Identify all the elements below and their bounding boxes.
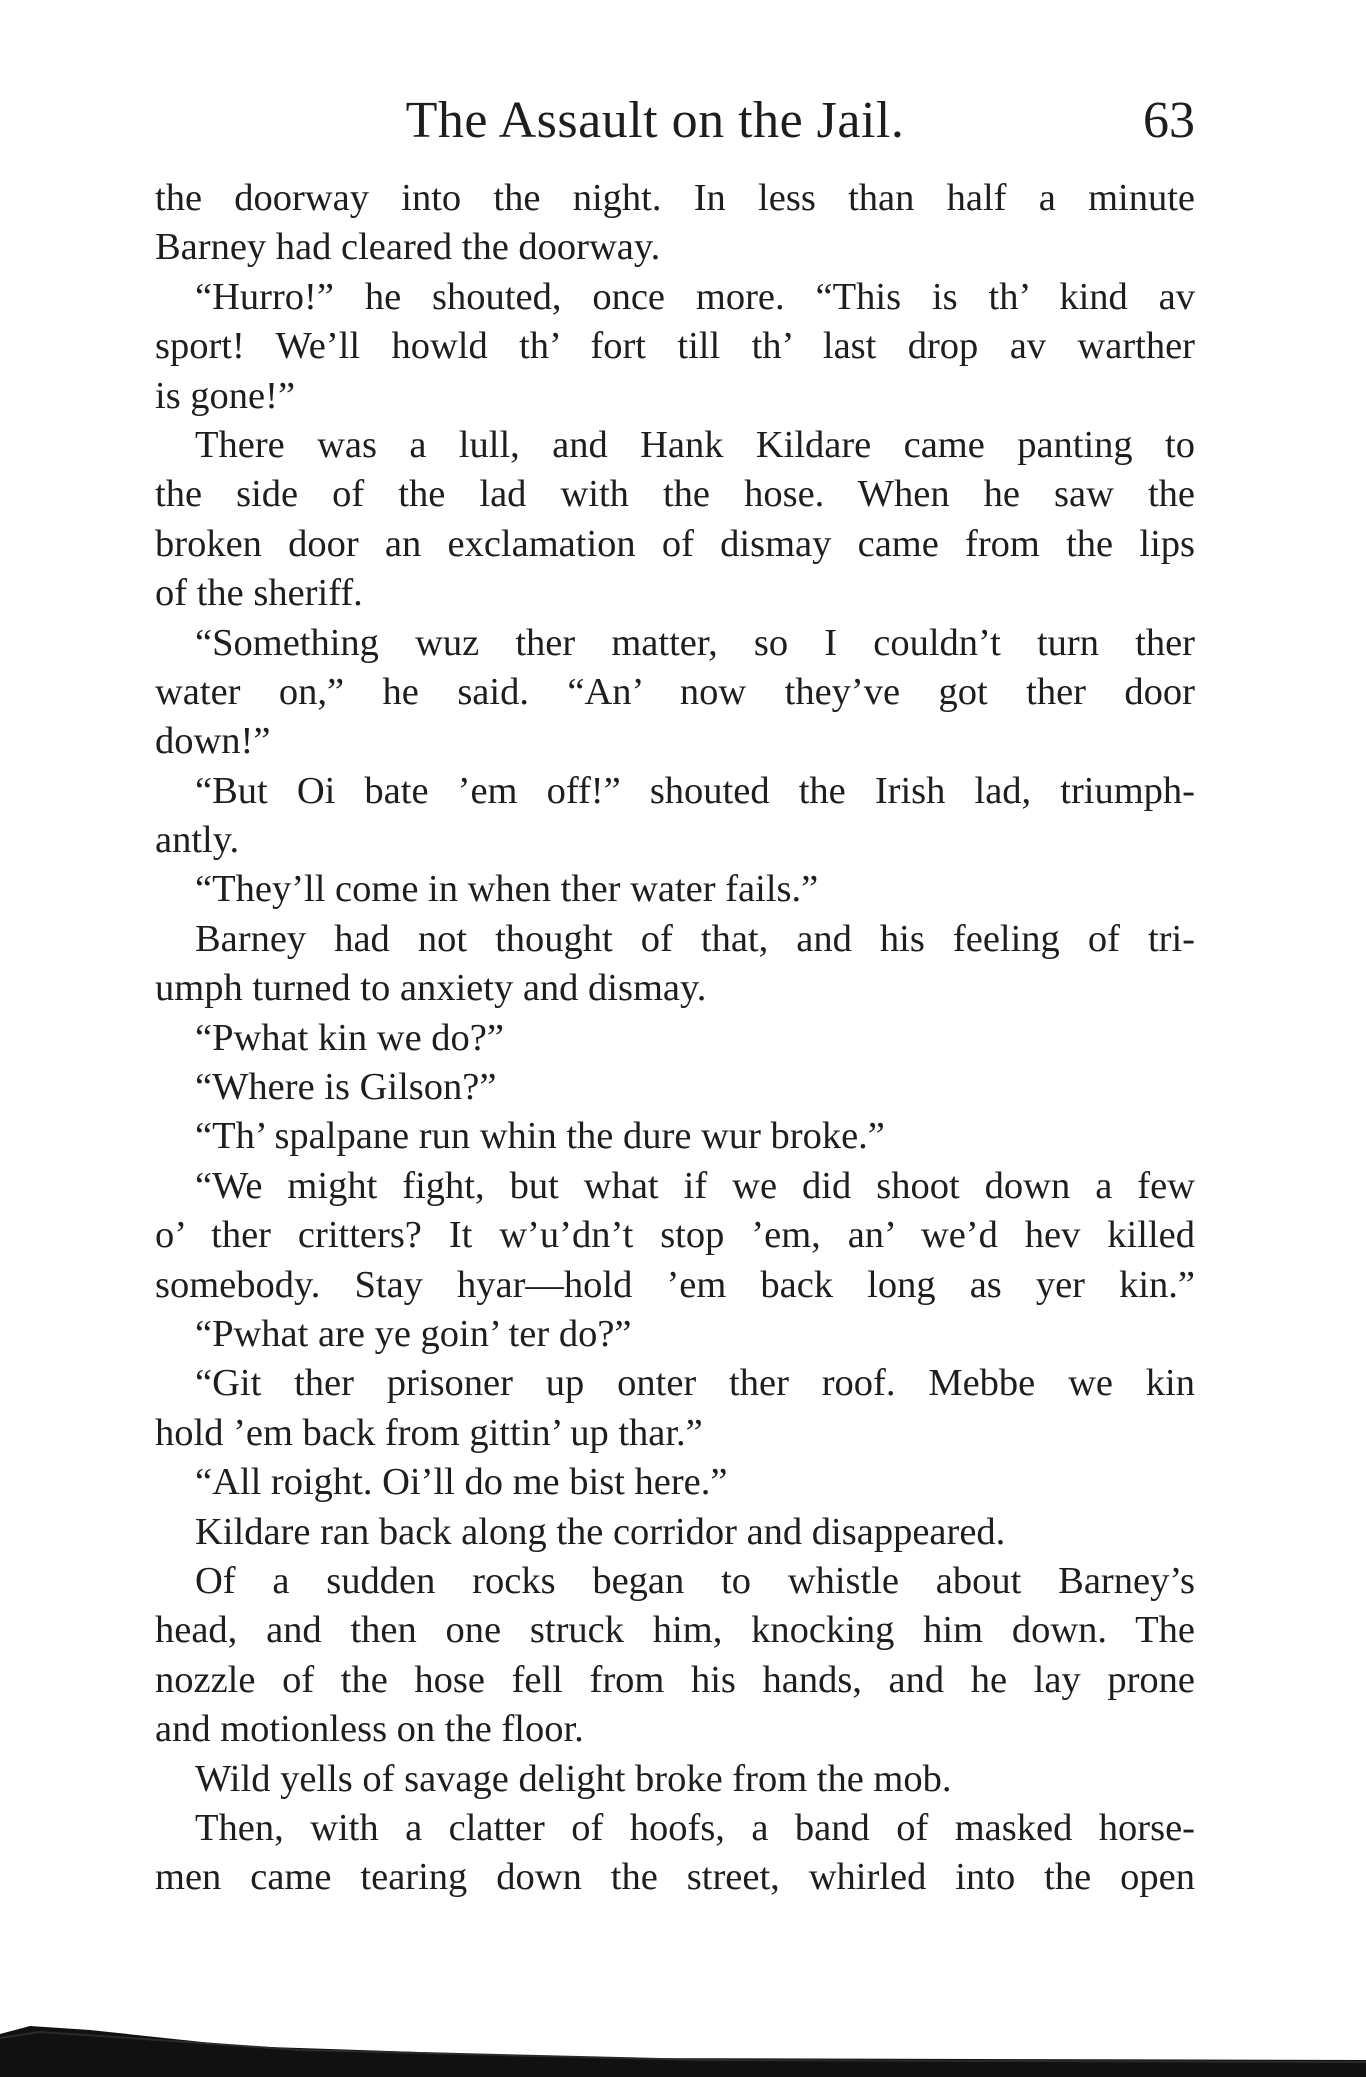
text-line: of the sheriff. <box>155 572 363 615</box>
text-line: “They’ll come in when ther water fails.” <box>195 868 819 911</box>
text-line: Kildare ran back along the corridor and disappeared. <box>195 1510 1006 1553</box>
text-line: somebody. Stay hyar—hold ’em back long as yer kin.” <box>155 1263 1195 1306</box>
text-line: and motionless on the floor. <box>155 1708 584 1751</box>
text-line: men came tearing down the street, whirled into the open <box>155 1856 1195 1899</box>
bottom-edge-shadow <box>0 2020 1366 2077</box>
text-line: “All roight. Oi’ll do me bist here.” <box>195 1461 728 1504</box>
text-line: nozzle of the hose fell from his hands, and he lay prone <box>155 1658 1195 1701</box>
text-line: “But Oi bate ’em off!” shouted the Irish lad, triumph- <box>195 769 1195 812</box>
text-line: “Something wuz ther matter, so I couldn’t turn ther <box>195 621 1195 664</box>
text-line: Then, with a clatter of hoofs, a band of masked horse- <box>195 1806 1195 1849</box>
page-number: 63 <box>1143 92 1195 149</box>
body-text <box>155 174 1195 1903</box>
text-line: antly. <box>155 819 240 862</box>
text-line: Barney had not thought of that, and his feeling of tri- <box>195 917 1195 960</box>
running-head <box>155 86 1195 156</box>
text-line: broken door an exclamation of dismay came from the lips <box>155 522 1195 565</box>
text-line: the doorway into the night. In less than half a minute <box>155 177 1195 219</box>
text-line: head, and then one struck him, knocking him down. The <box>155 1609 1195 1652</box>
text-line: “Pwhat kin we do?” <box>195 1016 504 1059</box>
running-title: The Assault on the Jail. <box>405 92 905 149</box>
text-line: down!” <box>155 720 271 763</box>
text-line: Barney had cleared the doorway. <box>155 226 661 269</box>
text-line: o’ ther critters? It w’u’dn’t stop ’em, an’ we’d hev killed <box>155 1214 1195 1257</box>
text-line: hold ’em back from gittin’ up thar.” <box>155 1411 703 1454</box>
text-line: There was a lull, and Hank Kildare came panting to <box>195 423 1195 466</box>
text-line: “Where is Gilson?” <box>195 1066 497 1109</box>
text-line: the side of the lad with the hose. When he saw the <box>155 473 1195 516</box>
text-line: “Hurro!” he shouted, once more. “This is th’ kind av <box>195 275 1195 318</box>
text-line: sport! We’ll howld th’ fort till th’ last drop av warther <box>155 325 1195 368</box>
text-line: “Pwhat are ye goin’ ter do?” <box>195 1312 632 1355</box>
text-line: “Th’ spalpane run whin the dure wur broke.” <box>195 1115 885 1158</box>
text-line: water on,” he said. “An’ now they’ve got ther door <box>155 670 1195 713</box>
text-line: umph turned to anxiety and dismay. <box>155 967 707 1010</box>
text-line: “We might fight, but what if we did shoot down a few <box>195 1164 1195 1207</box>
text-line: is gone!” <box>155 374 296 417</box>
text-line: “Git ther prisoner up onter ther roof. Mebbe we kin <box>195 1362 1195 1405</box>
text-line: Wild yells of savage delight broke from the mob. <box>195 1757 952 1800</box>
text-line: Of a sudden rocks began to whistle about Barney’s <box>195 1559 1195 1602</box>
